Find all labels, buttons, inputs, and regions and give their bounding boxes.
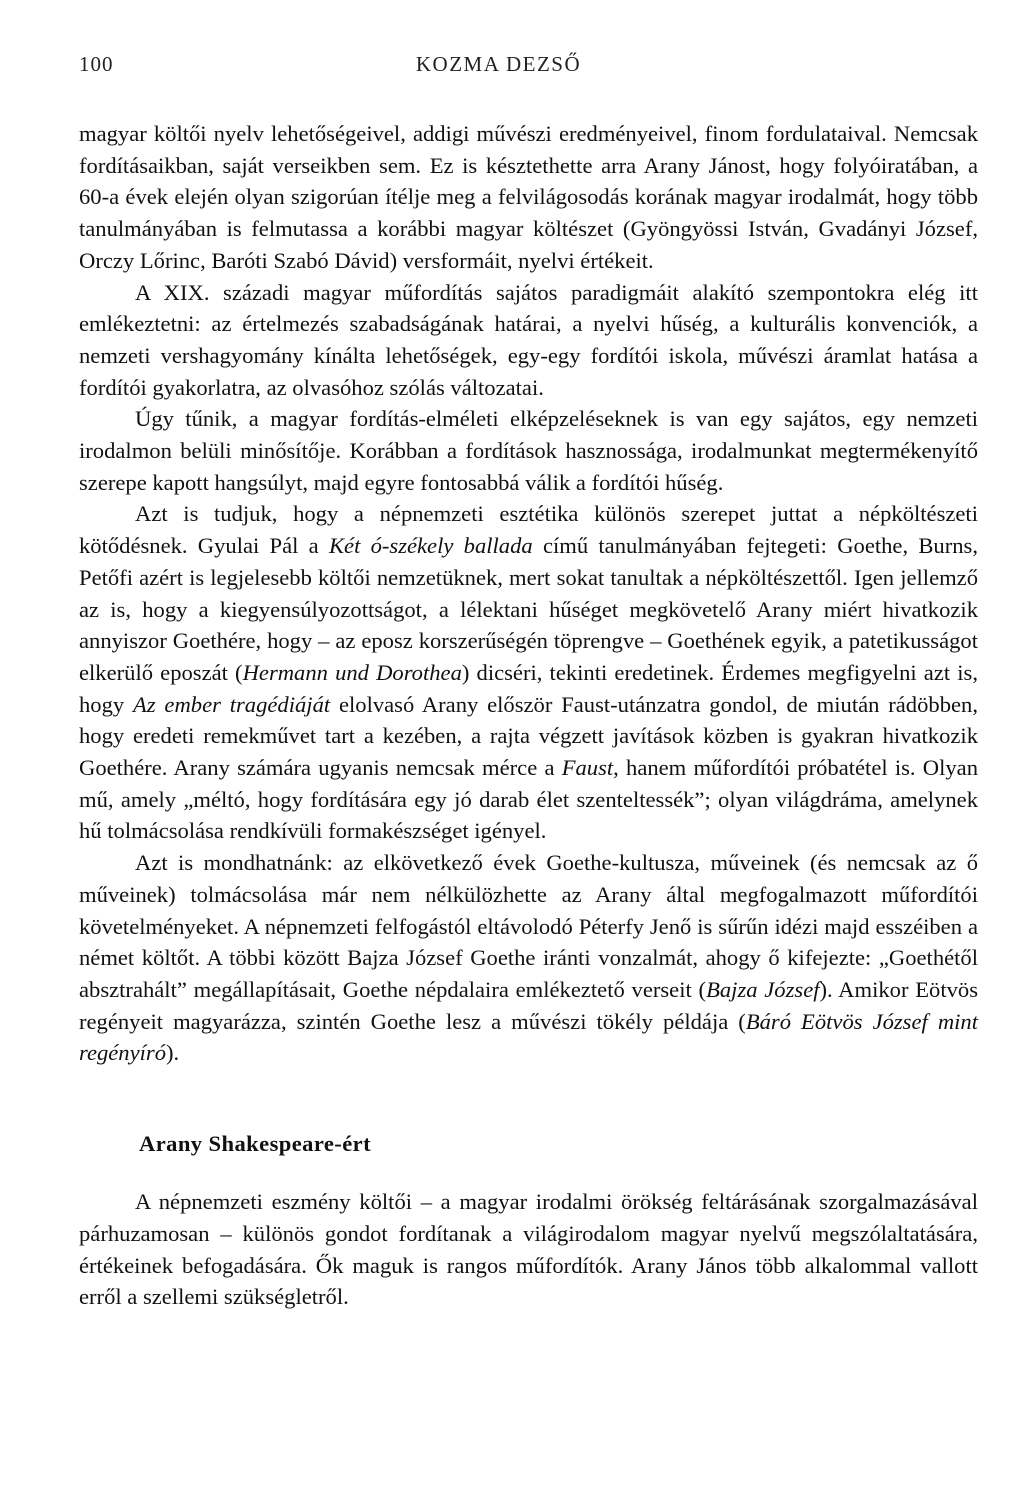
paragraph-text: ).: [166, 1040, 180, 1066]
paragraph-text: A népnemzeti eszmény költői – a magyar irodalmi örökség feltárásának szorgalmazásával párhuzamosan – különös gondot fordítanak a világirodalom magyar nyelvű megszólaltatására, értékeinek befogadására. Ők maguk is rangos műfordítók. Arany János több alkalommal vallott erről a szellemi szükségletről.: [79, 1189, 978, 1310]
paragraph: [79, 277, 978, 404]
paragraph-text: elolvasó Arany először Faust-utánzatra gondol, de miután rádöbben, hogy eredeti remekművet tart a kezében, a rajta végzett javítások közben is gyakran hivatkozik Goethére. Arany számára ugyanis nemcsak mérce a: [79, 691, 978, 781]
paragraph-text: Azt is tudjuk, hogy a népnemzeti esztétika különös szerepet juttat a népköltészeti kötődésnek. Gyulai Pál a: [79, 501, 978, 559]
italic-title-text: Két ó-székely ballada: [328, 533, 533, 559]
paragraph-text: magyar költői nyelv lehetőségeivel, addigi művészi eredményeivel, finom fordulataival. Nemcsak fordításaikban, saját verseikben sem. Ez is késztethette arra Arany Jánost, hogy folyóiratában, a 60-a évek elején olyan szigorúan ítélje meg a felvilágosodás korának magyar irodalmát, hogy több tanulmányában is felmutassa a korábbi magyar költészet (Gyöngyössi István, Gvadányi József, Orczy Lőrinc, Baróti Szabó Dávid) versformáit, nyelvi értékeit.: [79, 121, 978, 273]
paragraph: [79, 403, 978, 498]
paragraph-text: című tanulmányában fejtegeti: Goethe, Burns, Petőfi azért is legjelesebb költői nemzetüknek, mert sokat tanultak a népköltészettől. Igen jellemző az is, hogy a kiegyensúlyozottságot, a lélektani hűséget megkövetelő Arany miért hivatkozik annyiszor Goethére, hogy – az eposz korszerűségén töprengve – Goethének egyik, a patetikusságot elkerülő eposzát (: [79, 533, 978, 685]
italic-title-text: Báró Eötvös József mint regényíró: [79, 1008, 978, 1066]
running-head: [79, 52, 978, 82]
paragraph-text: , hanem műfordítói próbatétel is. Olyan mű, amely „méltó, hogy fordítására egy jó darab élet szenteltessék”; olyan világdráma, amelynek hű tolmácsolása rendkívüli formakészséget igényel.: [79, 755, 978, 844]
italic-title-text: Faust: [561, 755, 614, 781]
paragraph-text: ). Amikor Eötvös regényeit magyarázza, szintén Goethe lesz a művészi tökély példája (: [79, 976, 978, 1034]
italic-title-text: Az ember tragédiáját: [133, 691, 331, 717]
paragraph-text: Úgy tűnik, a magyar fordítás-elméleti elképzeléseknek is van egy sajátos, egy nemzeti irodalmon belüli minősítője. Korábban a fordítások hasznossága, irodalmunkat megtermékenyítő szerepe kapott hangsúlyt, majd egyre fontosabbá válik a fordítói hűség.: [79, 406, 978, 495]
paragraph: [79, 1186, 978, 1313]
paragraph: [79, 498, 978, 847]
body-text: [79, 118, 978, 1313]
page-number: 100: [79, 52, 114, 76]
italic-title-text: Bajza József: [706, 976, 820, 1002]
italic-title-text: Hermann und Dorothea: [242, 659, 462, 685]
paragraph-text: A XIX. századi magyar műfordítás sajátos paradigmáit alakító szempontokra elég itt emlékeztetni: az értelmezés szabadságának határai, a nyelvi hűség, a kulturális konvenciók, a nemzeti vershagyomány kínálta lehetőségek, egy-egy fordítói iskola, művészi áramlat hatása a fordítói gyakorlatra, az olvasóhoz szólás változatai.: [79, 279, 978, 400]
running-title: KOZMA DEZSŐ: [415, 52, 582, 76]
paragraph: [79, 118, 978, 277]
paragraph-text: ) dicséri, tekinti eredetinek. Érdemes megfigyelni azt is, hogy: [79, 659, 978, 717]
paragraph: [79, 847, 978, 1069]
paragraph-text: Azt is mondhatnánk: az elkövetkező évek Goethe-kultusza, műveinek (és nemcsak az ő műveinek) tolmácsolása már nem nélkülözhette az Arany által megfogalmazott műfordítói követelményeket. A népnemzeti felfogástól eltávolodó Péterfy Jenő is sűrűn idézi majd esszéiben a német költőt. A többi között Bajza József Goethe iránti vonzalmát, ahogy ő kifejezte: „Goethétől absztrahált” megállapításait, Goethe népdalaira emlékeztető verseit (: [79, 850, 978, 1002]
section-heading: Arany Shakespeare-ért: [139, 1131, 372, 1157]
